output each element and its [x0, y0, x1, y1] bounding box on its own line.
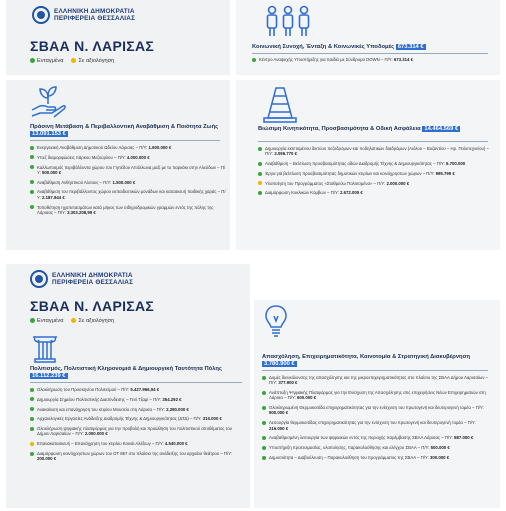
- divider: [258, 141, 488, 142]
- divider: [30, 140, 220, 141]
- status-dot-icon: [262, 436, 266, 440]
- list-item: Δημιουργία εκτεταμένου δικτύου πεζοδρόμων και ποδηλατικών διαδρόμων (Αιόλου – Βυζαντίου – Ηρ. Πολυτεχνείου) – Π/Υ: 2.096.770 €: [258, 146, 492, 157]
- list-item: Δημιουργία Σημείου Πολιτιστικής Διασύνδεσης – Γενί Τζαμί – Π/Υ: 354.292 €: [30, 397, 244, 402]
- status-dot-icon: [30, 397, 34, 401]
- list-item: Λειτουργία θερμοκοιτίδας επιχειρηματικότητας για την ενίσχυση του πρωτογενή και δευτερογενή τομέα – Π/Υ: 216.000 €: [262, 420, 492, 431]
- status-dot-icon: [262, 446, 266, 450]
- list-item: Διαμόρφωση Κυκλικών Κόμβων – Π/Υ: 2.672.000 €: [258, 190, 492, 195]
- status-dot-icon: [30, 427, 34, 431]
- list-item: Τοποθέτηση ηχοπετασμάτων κατά μήκος των σιδηροδρομικών γραμμών εντός της πόλης της Λάρισας – Π/Υ: 3.303.208,99 €: [30, 205, 226, 216]
- status-dot-icon: [258, 181, 262, 185]
- innovation-title: Απασχόληση, Επιχειρηματικότητα, Καινοτομία & Στρατηγική Διακυβέρνηση 3.780.900 €: [262, 354, 471, 367]
- list-item: Δημοσιότητα – Διαβούλευση – Παρακολούθηση του προγράμματος της ΣΒΑΑ – Π/Υ: 300.000 €: [262, 455, 492, 460]
- status-dot-icon: [30, 180, 34, 184]
- list-item: Ενεργειακή Αναβάθμιση Δημοτικού Ωδείου Λάρισας – Π/Υ: 1.600.000 €: [30, 145, 226, 150]
- mobility-title: Βιώσιμη Κινητικότητα, Προσβασιμότητα & Οδική Ασφάλεια 14.464.569 €: [258, 126, 459, 132]
- status-dot-icon: [258, 147, 262, 151]
- status-dot-icon: [30, 407, 34, 411]
- green-amount: 13.091.153 €: [32, 131, 66, 137]
- list-item: Ολοκλήρωση του Προσκηνίου Πολιτισμού – Π/Υ: 5.427.966,94 €: [30, 387, 244, 392]
- status-dot-icon: [30, 442, 34, 446]
- status-dot-icon: [252, 58, 256, 62]
- list-item: Καλλωπισμός περιβάλλοντα χώρου του Γηπέδου Απόλλωνα μαζί με το παρκάκι στην Αλεύδων – Π/Υ: 500.000 €: [30, 165, 226, 176]
- government-logo: [30, 270, 133, 288]
- social-amount: 673.314 €: [397, 44, 424, 50]
- green-title: Πράσινη Μετάβαση & Περιβαλλοντική Αναβάθμιση & Ποιότητα Ζωής 13.091.153 €: [30, 124, 219, 137]
- traffic-cone-icon: [262, 84, 298, 124]
- status-dot-icon: [262, 406, 266, 410]
- green-list: [30, 145, 226, 220]
- yellow-dot-icon: [71, 58, 76, 63]
- list-item: Ολοκληρωμένη Θερμοκοιτίδα επιχειρηματικότητας για την ενίσχυση του πρωτογενή και δευτερογενή τομέα – Π/Υ: 900.000 €: [262, 405, 492, 416]
- list-item: Αναβάθμιση του περιβάλλοντος χώρου εκπαιδευτικών μονάδων και κατασκευή παιδικής χαράς – Π/Υ: 2.187.944 €: [30, 189, 226, 200]
- legend: [30, 318, 114, 324]
- emblem-icon: [32, 6, 50, 24]
- green-dot-icon: [30, 318, 35, 323]
- status-dot-icon: [30, 205, 34, 209]
- social-title: Κοινωνική Συνοχή, Ένταξη & Κοινωνικές Υποδομές 673.314 €: [252, 44, 424, 50]
- innovation-list: [262, 375, 492, 465]
- list-item: Αρχαιολογικές Εργασίες Ανάδειξης Διαδρομής Τέχνης & Δημιουργικότητας (ΔΤΔ) – Π/Υ: 310.000 €: [30, 416, 244, 421]
- status-dot-icon: [30, 388, 34, 392]
- status-dot-icon: [30, 417, 34, 421]
- divider: [262, 370, 488, 371]
- list-item: Έργα για βελτίωση προσβασιμότητας δημοτικών κτιρίων και κοινόχρηστων χώρων – Π/Υ: 995.799 €: [258, 171, 492, 176]
- list-item: Αναβάθμιση Ανθηστικού Άλσους – Π/Υ: 1.500.000 €: [30, 180, 226, 185]
- legend-evaluation: Σε αξιολόγηση: [71, 318, 114, 324]
- column-icon: [30, 334, 60, 364]
- people-icon: [264, 4, 312, 38]
- page-title: ΣΒΑΑ Ν. ΛΑΡΙΣΑΣ: [30, 38, 155, 54]
- legend: [30, 58, 114, 64]
- status-dot-icon: [262, 376, 266, 380]
- list-item: Κέντρο Αναψυχής Υποστήριξης για παιδιά με Σύνδρομο DOWN – Π/Υ: 673.314 €: [252, 57, 490, 62]
- list-item: Διαμόρφωση κοινόχρηστων χώρων του ΟΤ 867 στο πλαίσιο της ανάδειξης του αρχαίου θεάτρου – Π/Υ: 200.000 €: [30, 451, 244, 462]
- social-list: [252, 57, 490, 67]
- status-dot-icon: [258, 172, 262, 176]
- status-dot-icon: [30, 146, 34, 150]
- culture-amount: 16.112.239 €: [32, 373, 66, 379]
- logo-line-1: ΕΛΛΗΝΙΚΗ ΔΗΜΟΚΡΑΤΙΑ: [52, 272, 133, 279]
- legend-evaluation: Σε αξιολόγηση: [71, 58, 114, 64]
- list-item: Επανακατασκευή – Επανάχρηση του κτιρίου Κοινάι Αλέξιωγ – Π/Υ: 4.540.000 €: [30, 441, 244, 446]
- divider: [252, 53, 488, 54]
- emblem-icon: [30, 270, 48, 288]
- culture-title: Πολιτισμός, Πολιτιστική Κληρονομιά & Δημιουργική Ταυτότητα Πόλης 16.112.239 €: [30, 366, 222, 379]
- list-item: Ανάπτυξη Ψηφιακής Πλατφόρμας για την Ενίσχυση της Απασχόλησης στις επιχειρήσεις Νέων Επιχειρηματιών στη Λάρισα – Π/Υ: 600.000 €: [262, 390, 492, 401]
- status-dot-icon: [262, 421, 266, 425]
- mobility-list: [258, 146, 492, 200]
- status-dot-icon: [30, 452, 34, 456]
- innovation-amount: 3.780.900 €: [264, 361, 295, 367]
- logo-line-2: ΠΕΡΙΦΕΡΕΙΑ ΘΕΣΣΑΛΙΑΣ: [54, 15, 136, 22]
- status-dot-icon: [30, 190, 34, 194]
- status-dot-icon: [262, 391, 266, 395]
- green-dot-icon: [30, 58, 35, 63]
- government-logo: [32, 6, 135, 24]
- legend-included: Ενταγμένα: [30, 58, 63, 64]
- status-dot-icon: [258, 162, 262, 166]
- logo-line-1: ΕΛΛΗΝΙΚΗ ΔΗΜΟΚΡΑΤΙΑ: [54, 8, 135, 15]
- culture-list: [30, 387, 244, 466]
- list-item: Ολοκλήρωση ψηφιακής πλατφόρμας για την προβολή και προώθηση του πολιτιστικού αποθέματος του Δήμου Λαρισαίων – Π/Υ: 2.000.000 €: [30, 426, 244, 437]
- list-item: Υποστήριξη προετοιμασίας, υλοποίησης, παρακολούθησης και ελέγχου ΣΒΑΑ – Π/Υ: 500.000 €: [262, 445, 492, 450]
- lightbulb-icon: [264, 304, 288, 340]
- list-item: Δομές διευκόλυνσης της απασχόλησης και της μικροεπιχειρηματικότητας στο πλαίσιο της ΣΒΑΑ Δήμου Λαρισαίων – Π/Υ: 377.900 €: [262, 375, 492, 386]
- list-item: Υπεζ διαμορφώσεις πάρκου Μεζούρλου – Π/Υ: 4.000.000 €: [30, 155, 226, 160]
- plant-hand-icon: [30, 86, 66, 118]
- divider: [30, 382, 242, 383]
- list-item: Αναβαθμισμένη λειτουργία των ψηφιακών εντός της περιοχής παρέμβασης ΣΒΑΑ Λάρισας – Π/Υ: 887.000 €: [262, 435, 492, 440]
- status-dot-icon: [30, 165, 34, 169]
- list-item: Υλοποίηση του Προγράμματος «Σταθμεύω Πολιτισμένα» – Π/Υ: 2.000.000 €: [258, 181, 492, 186]
- page-title: ΣΒΑΑ Ν. ΛΑΡΙΣΑΣ: [30, 298, 155, 314]
- yellow-dot-icon: [71, 318, 76, 323]
- status-dot-icon: [258, 191, 262, 195]
- status-dot-icon: [30, 155, 34, 159]
- status-dot-icon: [262, 456, 266, 460]
- legend-included: Ενταγμένα: [30, 318, 63, 324]
- logo-line-2: ΠΕΡΙΦΕΡΕΙΑ ΘΕΣΣΑΛΙΑΣ: [52, 279, 134, 286]
- mobility-amount: 14.464.569 €: [424, 126, 459, 132]
- list-item: Ανακαίνιση και επανάχρηση του κτιρίου Μουσείο στη Λάρισα – Π/Υ: 2.280.000 €: [30, 407, 244, 412]
- list-item: Αναβάθμιση – Βελτίωση προσβασιμότητας οδών Διαδρομής Τέχνης & Δημιουργικότητας – Π/Υ: 6.700.000: [258, 161, 492, 166]
